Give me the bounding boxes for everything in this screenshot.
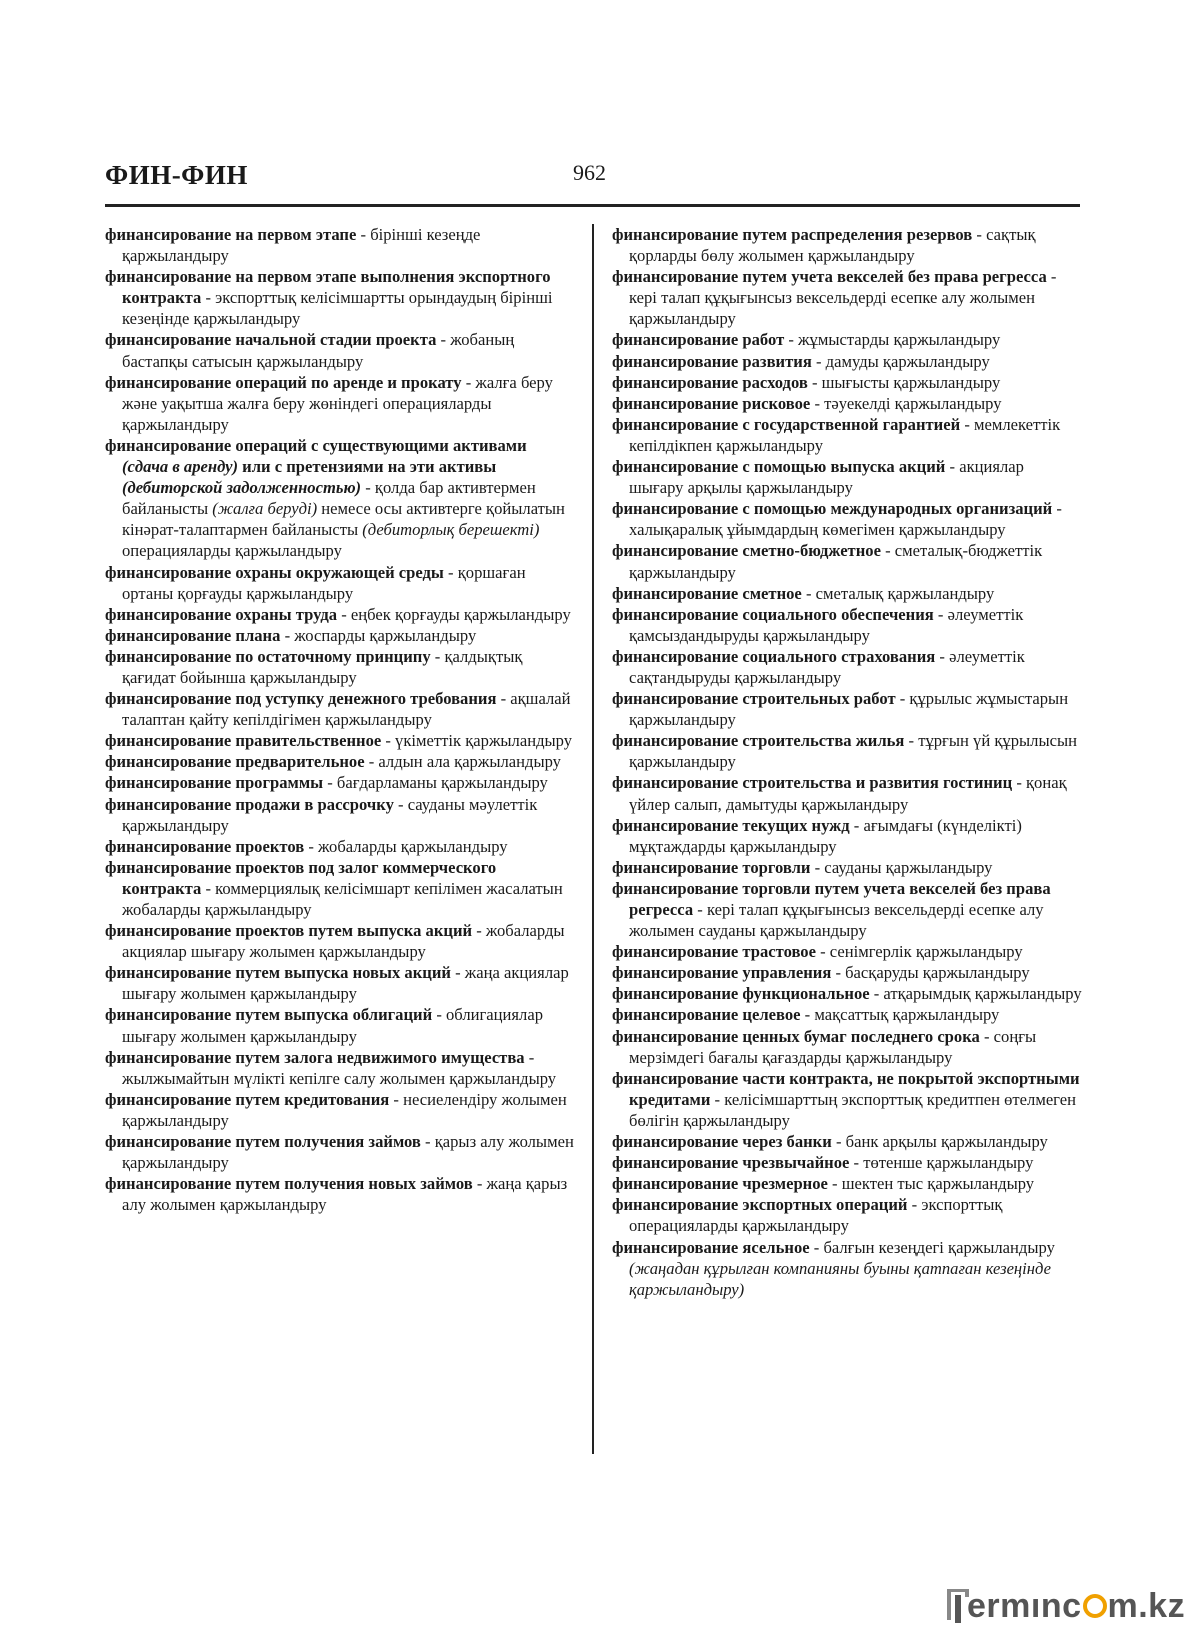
entry-term: финансирование развития: [612, 351, 812, 371]
entry-definition: - жаңа қарыз алу жолымен қаржыландыру: [122, 1174, 568, 1215]
dictionary-entry: [105, 266, 575, 329]
entry-term: финансирование сметно-бюджетное: [612, 541, 881, 561]
entry-term: финансирование чрезвычайное: [612, 1153, 850, 1173]
page-number: 962: [573, 160, 606, 185]
entry-term: финансирование торговли: [612, 857, 811, 877]
entry-definition: - бағдарламаны қаржыландыру: [323, 773, 548, 793]
header-divider: [105, 204, 1080, 207]
entry-term: финансирование строительных работ: [612, 689, 896, 709]
dictionary-entry: [612, 266, 1082, 329]
entry-definition: - қарыз алу жолымен қаржыландыру: [122, 1132, 574, 1173]
right-column: [612, 224, 1082, 1300]
dictionary-entry: [612, 604, 1082, 646]
entry-definition: - әлеуметтік қамсыздандыруды қаржыландыру: [629, 604, 1024, 645]
dictionary-entry: [612, 815, 1082, 857]
entry-definition: - жылжымайтын мүлікті кепілге салу жолымен қаржыландыру: [122, 1047, 557, 1088]
dictionary-entry: [105, 1004, 575, 1046]
entry-definition: - мемлекеттік кепілдікпен қаржыландыру: [629, 414, 1061, 455]
dictionary-entry: [105, 836, 575, 857]
dictionary-entry: [105, 688, 575, 730]
column-divider: [592, 224, 594, 1454]
entry-term: финансирование операций по аренде и прокату: [105, 372, 462, 392]
entry-term: финансирование работ: [612, 330, 785, 350]
dictionary-entry: [612, 1068, 1082, 1131]
logo-text-part1: ermınc: [967, 1587, 1082, 1625]
dictionary-entry: [612, 688, 1082, 730]
page-header: [105, 160, 1080, 200]
entry-term: финансирование части контракта, не покрытой экспортными кредитами: [612, 1068, 1080, 1109]
entry-definition: - жобаларды қаржыландыру: [304, 836, 508, 856]
entry-term: финансирование рисковое: [612, 393, 811, 413]
entry-term: финансирование путем учета векселей без права регресса: [612, 267, 1047, 287]
entry-term: финансирование путем выпуска новых акций: [105, 963, 451, 983]
entry-definition: - қолда бар активтермен байланысты: [122, 478, 536, 519]
dictionary-entry: [612, 456, 1082, 498]
entry-term-note: (сдача в аренду): [122, 457, 238, 477]
entry-term: финансирование правительственное: [105, 731, 382, 751]
dictionary-entry: [105, 646, 575, 688]
entry-definition: - соңғы мерзімдегі бағалы қағаздарды қаржыландыру: [629, 1026, 1037, 1067]
dictionary-entry: [105, 1131, 575, 1173]
dictionary-entry: [105, 625, 575, 646]
dictionary-entry: [612, 941, 1082, 962]
dictionary-entry: [612, 1026, 1082, 1068]
dictionary-entry: [612, 583, 1082, 604]
entry-definition: - жобаның бастапқы сатысын қаржыландыру: [122, 330, 515, 371]
entry-definition: - құрылыс жұмыстарын қаржыландыру: [629, 689, 1069, 730]
dictionary-entry: [612, 1152, 1082, 1173]
dictionary-entry: [612, 962, 1082, 983]
entry-term: финансирование продажи в рассрочку: [105, 794, 394, 814]
entry-term: финансирование расходов: [612, 372, 808, 392]
dictionary-entry: [612, 498, 1082, 540]
entry-term: финансирование текущих нужд: [612, 815, 850, 835]
entry-definition: - банк арқылы қаржыландыру: [831, 1132, 1048, 1152]
dictionary-entry: [105, 751, 575, 772]
entry-definition: - жалға беру және уақытша жалға беру жөніндегі операцияларды қаржыландыру: [122, 372, 553, 434]
entry-term: финансирование социального обеспечения: [612, 604, 934, 624]
dictionary-entry: [105, 920, 575, 962]
entry-term: финансирование ценных бумаг последнего срока: [612, 1026, 980, 1046]
dictionary-entry: [105, 1047, 575, 1089]
entry-term: финансирование проектов: [105, 836, 305, 856]
logo-o-icon: [1083, 1594, 1107, 1618]
entry-note: (жалға беруді): [212, 499, 318, 519]
dictionary-entry: [612, 540, 1082, 582]
entry-term: финансирование целевое: [612, 1005, 801, 1025]
logo-text: [967, 1587, 1185, 1626]
dictionary-entry: [612, 1131, 1082, 1152]
entry-term: финансирование операций с существующими активами: [105, 435, 527, 455]
entry-note: (жаңадан құрылған компанияны буыны қатпаған кезеңінде қаржыландыру): [629, 1258, 1051, 1299]
dictionary-entry: [612, 224, 1082, 266]
entry-term: финансирование торговли путем учета векселей без права регресса: [612, 878, 1051, 919]
entry-term: финансирование управления: [612, 963, 832, 983]
left-column: [105, 224, 575, 1215]
dictionary-entry: [612, 351, 1082, 372]
entry-definition: - сметалық-бюджеттік қаржыландыру: [629, 541, 1043, 582]
entry-definition: - коммерциялық келісімшарт кепілімен жасалатын жобаларды қаржыландыру: [122, 878, 563, 919]
dictionary-entry: [105, 962, 575, 1004]
entry-term: финансирование сметное: [612, 583, 802, 603]
entry-definition: - бірінші кезеңде қаржыландыру: [122, 225, 481, 266]
entry-term: финансирование на первом этапе: [105, 225, 357, 244]
page-title: ФИН-ФИН: [105, 160, 248, 190]
entry-term: финансирование плана: [105, 625, 281, 645]
entry-definition: - экспорттық келісімшартты орындаудың бірінші кезеңінде қаржыландыру: [122, 288, 553, 329]
entry-term: финансирование строительства и развития гостиниц: [612, 773, 1013, 793]
entry-term: финансирование программы: [105, 773, 324, 793]
entry-term: финансирование социального страхования: [612, 646, 936, 666]
dictionary-entry: [105, 772, 575, 793]
entry-definition: - келісімшарттың экспорттық кредитпен өтелмеген бөлігін қаржыландыру: [629, 1089, 1077, 1130]
dictionary-entry: [105, 604, 575, 625]
entry-term: финансирование охраны труда: [105, 604, 338, 624]
entry-term: финансирование под уступку денежного требования: [105, 689, 497, 709]
dictionary-entry: [612, 878, 1082, 941]
entry-term: финансирование функциональное: [612, 984, 870, 1004]
entry-term: финансирование через банки: [612, 1132, 832, 1152]
entry-definition: - акциялар шығару арқылы қаржыландыру: [629, 457, 1024, 498]
entry-definition: немесе осы активтерге қойылатын кінәрат-талаптармен байланысты: [122, 499, 565, 540]
entry-term: финансирование путем получения займов: [105, 1132, 421, 1152]
entry-definition: - әлеуметтік сақтандыруды қаржыландыру: [629, 646, 1025, 687]
dictionary-entry: [612, 414, 1082, 456]
entry-definition: - дамуды қаржыландыру: [811, 351, 990, 371]
dictionary-entry: [105, 435, 575, 562]
entry-definition: - шектен тыс қаржыландыру: [827, 1174, 1035, 1194]
dictionary-entry: [612, 983, 1082, 1004]
entry-definition: - шығысты қаржыландыру: [807, 372, 1001, 392]
entry-term: или с претензиями на эти активы: [238, 457, 497, 477]
entry-definition: - мақсаттық қаржыландыру: [800, 1005, 1000, 1025]
entry-term-note: (дебиторской задолженностью): [122, 478, 362, 498]
entry-term: финансирование чрезмерное: [612, 1174, 828, 1194]
dictionary-entry: [612, 329, 1082, 350]
dictionary-entry: [105, 1089, 575, 1131]
dictionary-entry: [105, 794, 575, 836]
entry-definition: - халықаралық ұйымдардың көмегімен қаржыландыру: [629, 499, 1062, 540]
entry-term: финансирование по остаточному принципу: [105, 646, 431, 666]
entry-definition: - басқаруды қаржыландыру: [831, 963, 1030, 983]
dictionary-entry: [105, 562, 575, 604]
dictionary-entry: [612, 372, 1082, 393]
entry-definition: - қалдықтық қағидат бойынша қаржыландыру: [122, 646, 523, 687]
entry-term: финансирование с государственной гарантией: [612, 414, 961, 434]
entry-term: финансирование начальной стадии проекта: [105, 330, 437, 350]
entry-note: (дебиторлық берешекті): [362, 520, 540, 540]
entry-definition: - кері талап құқығынсыз вексельдерді есепке алу жолымен сауданы қаржыландыру: [629, 900, 1044, 941]
dictionary-entry: [612, 393, 1082, 414]
entry-term: финансирование с помощью международных организаций: [612, 499, 1053, 519]
dictionary-entry: [612, 1194, 1082, 1236]
dictionary-entry: [105, 857, 575, 920]
entry-term: финансирование ясельное: [612, 1237, 810, 1257]
entry-term: финансирование охраны окружающей среды: [105, 562, 444, 582]
entry-definition: - қоршаған ортаны қорғауды қаржыландыру: [122, 562, 526, 603]
entry-definition: - төтенше қаржыландыру: [849, 1153, 1034, 1173]
entry-definition: - несиелендіру жолымен қаржыландыру: [122, 1089, 567, 1130]
entry-definition: - сметалық қаржыландыру: [801, 583, 995, 603]
entry-term: финансирование путем кредитования: [105, 1089, 390, 1109]
entry-term: финансирование путем залога недвижимого имущества: [105, 1047, 525, 1067]
entry-definition: - сауданы қаржыландыру: [810, 857, 993, 877]
entry-term: финансирование трастовое: [612, 942, 816, 962]
entry-definition: - ақшалай талаптан қайту кепілдігімен қаржыландыру: [122, 689, 571, 730]
dictionary-entry: [612, 730, 1082, 772]
entry-definition: - балғын кезеңдегі қаржыландыру: [809, 1237, 1055, 1257]
entry-definition: - кері талап құқығынсыз вексельдерді есепке алу жолымен қаржыландыру: [629, 267, 1057, 329]
entry-definition: - ағымдағы (күнделікті) мұқтаждарды қаржыландыру: [629, 815, 1022, 856]
dictionary-entry: [612, 1237, 1082, 1300]
entry-term: финансирование экспортных операций: [612, 1195, 908, 1215]
entry-definition: - жұмыстарды қаржыландыру: [784, 330, 1001, 350]
dictionary-entry: [105, 1173, 575, 1215]
entry-term: финансирование на первом этапе выполнения экспортного контракта: [105, 267, 551, 308]
entry-term: финансирование путем распределения резервов: [612, 225, 973, 244]
dictionary-entry: [612, 772, 1082, 814]
entry-definition: операцияларды қаржыландыру: [122, 541, 342, 561]
dictionary-entry: [612, 646, 1082, 688]
entry-term: финансирование строительства жилья: [612, 731, 905, 751]
dictionary-entry: [612, 857, 1082, 878]
entry-definition: - атқарымдық қаржыландыру: [869, 984, 1082, 1004]
entry-definition: - жаңа акциялар шығару жолымен қаржыландыру: [122, 963, 569, 1004]
entry-definition: - алдын ала қаржыландыру: [364, 752, 561, 772]
entry-definition: - облигациялар шығару жолымен қаржыландыру: [122, 1005, 543, 1046]
dictionary-entry: [105, 224, 575, 266]
entry-definition: - экспорттық операцияларды қаржыландыру: [629, 1195, 1003, 1236]
dictionary-entry: [612, 1173, 1082, 1194]
termincom-logo: [945, 1585, 1185, 1629]
entry-term: финансирование путем выпуска облигаций: [105, 1005, 433, 1025]
entry-term: финансирование путем получения новых займов: [105, 1174, 473, 1194]
entry-definition: - еңбек қорғауды қаржыландыру: [337, 604, 571, 624]
logo-text-part2: m.kz: [1107, 1587, 1185, 1625]
entry-term: финансирование проектов под залог коммерческого контракта: [105, 857, 497, 898]
entry-definition: - жоспарды қаржыландыру: [280, 625, 477, 645]
entry-term: финансирование с помощью выпуска акций: [612, 457, 946, 477]
dictionary-entry: [105, 730, 575, 751]
entry-definition: - үкіметтік қаржыландыру: [381, 731, 573, 751]
dictionary-entry: [105, 372, 575, 435]
entry-term: финансирование предварительное: [105, 752, 365, 772]
entry-definition: - сақтық қорларды бөлу жолымен қаржыландыру: [629, 225, 1036, 266]
entry-definition: - сауданы мәулеттік қаржыландыру: [122, 794, 538, 835]
entry-definition: - жобаларды акциялар шығару жолымен қаржыландыру: [122, 921, 565, 962]
dictionary-entry: [612, 1004, 1082, 1025]
entry-term: финансирование проектов путем выпуска акций: [105, 921, 473, 941]
entry-definition: - қонақ үйлер салып, дамытуды қаржыландыру: [629, 773, 1067, 814]
entry-definition: - тәуекелді қаржыландыру: [810, 393, 1002, 413]
entry-definition: - тұрғын үй құрылысын қаржыландыру: [629, 731, 1077, 772]
entry-definition: - сенімгерлік қаржыландыру: [815, 942, 1023, 962]
dictionary-entry: [105, 329, 575, 371]
